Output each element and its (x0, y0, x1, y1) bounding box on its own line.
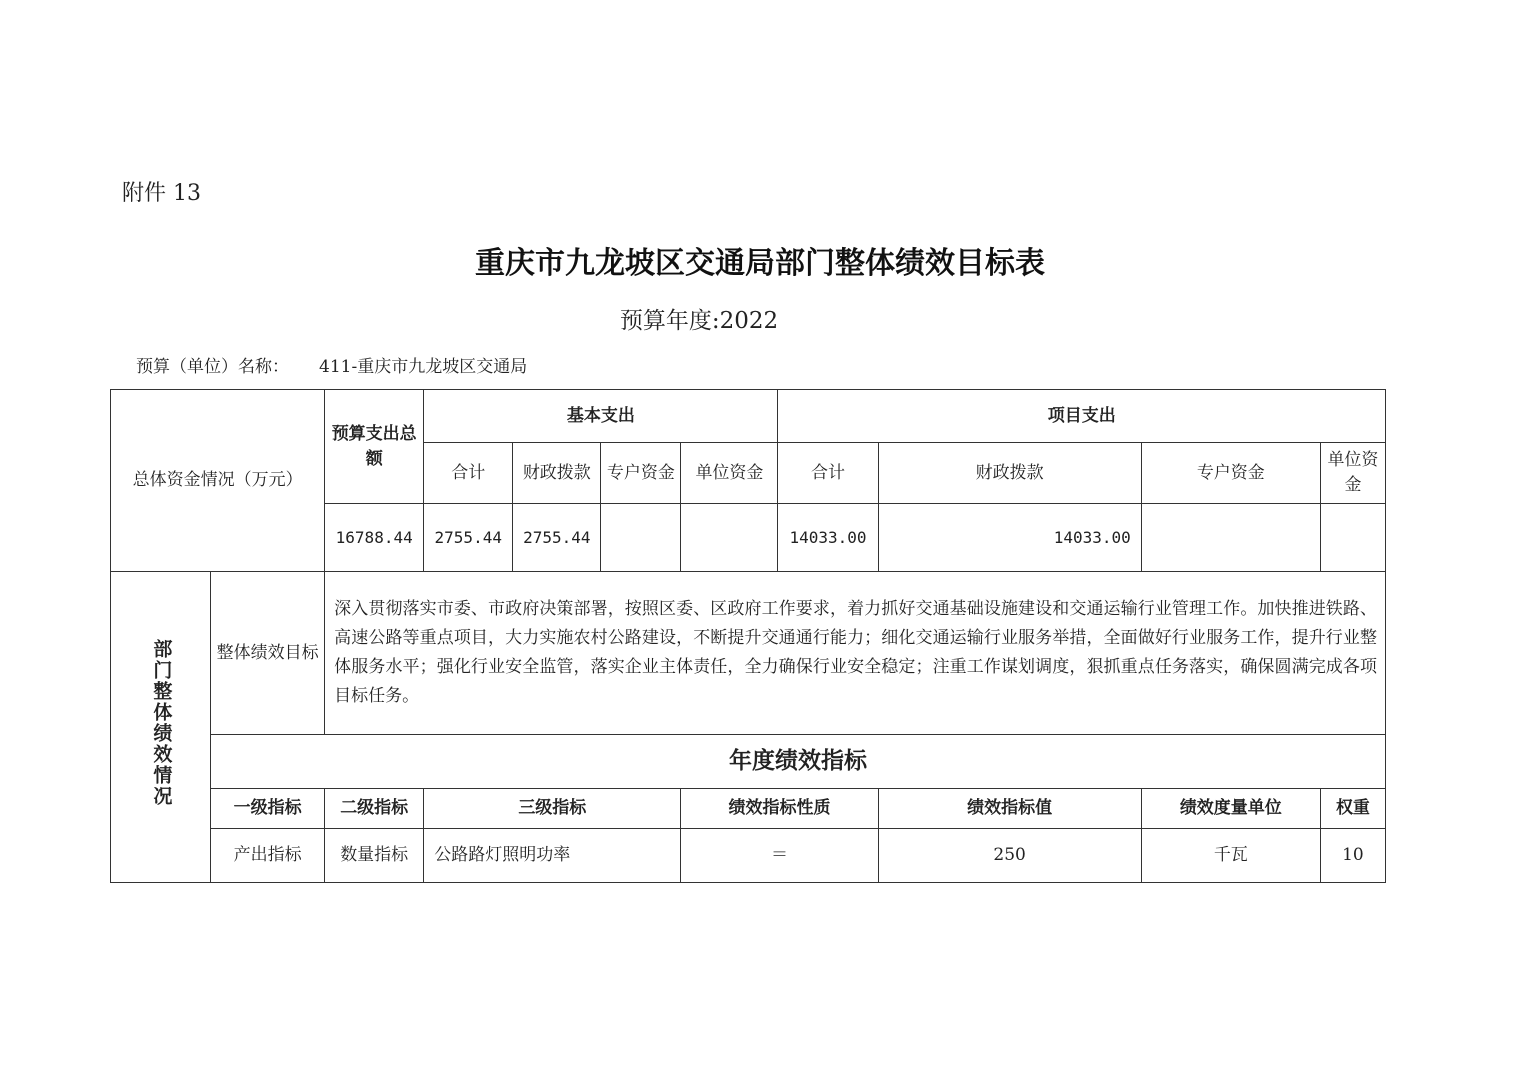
indicator-unit: 千瓦 (1141, 829, 1320, 883)
value-header: 绩效指标值 (878, 789, 1141, 829)
project-special-value (1141, 504, 1320, 572)
indicator-title: 年度绩效指标 (211, 735, 1386, 789)
unit-header: 绩效度量单位 (1141, 789, 1320, 829)
basic-total-value: 2755.44 (424, 504, 513, 572)
project-fiscal-value: 14033.00 (878, 504, 1141, 572)
attachment-label: 附件 13 (122, 181, 201, 206)
project-total-value: 14033.00 (778, 504, 878, 572)
indicator-value: 250 (878, 829, 1141, 883)
basic-fiscal-header: 财政拨款 (513, 443, 601, 504)
indicator-level3: 公路路灯照明功率 (424, 829, 681, 883)
basic-total-header: 合计 (424, 443, 513, 504)
weight-header: 权重 (1320, 789, 1385, 829)
funds-row-label: 总体资金情况（万元） (111, 390, 325, 572)
indicator-level1: 产出指标 (211, 829, 325, 883)
budget-year: 预算年度:2022 (619, 308, 779, 334)
performance-table (110, 389, 1386, 883)
basic-special-value (601, 504, 681, 572)
level3-header: 三级指标 (424, 789, 681, 829)
total-value: 16788.44 (325, 504, 424, 572)
project-total-header: 合计 (778, 443, 878, 504)
project-unit-header: 单位资金 (1320, 443, 1385, 504)
table-row (111, 829, 1386, 883)
project-fiscal-header: 财政拨款 (878, 443, 1141, 504)
performance-section-text: 部门整体绩效情况 (150, 639, 173, 808)
level2-header: 二级指标 (325, 789, 424, 829)
indicator-level2: 数量指标 (325, 829, 424, 883)
goal-text: 深入贯彻落实市委、市政府决策部署，按照区委、区政府工作要求，着力抓好交通基础设施建设和交通运输行业管理工作。加快推进铁路、高速公路等重点项目，大力实施农村公路建设，不断提升交通通行能力；细化交通运输行业服务举措，全面做好行业服务工作，提升行业整体服务水平；强化行业安全监管，落实企业主体责任，全力确保行业安全稳定；注重工作谋划调度，狠抓重点任务落实，确保圆满完成各项目标任务。 (325, 572, 1386, 735)
basic-special-header: 专户资金 (601, 443, 681, 504)
performance-section-label (111, 572, 211, 883)
unit-name-label: 预算（单位）名称： (136, 357, 289, 377)
nature-header: 绩效指标性质 (681, 789, 878, 829)
basic-fiscal-value: 2755.44 (513, 504, 601, 572)
project-unit-value (1320, 504, 1385, 572)
basic-unit-header: 单位资金 (681, 443, 778, 504)
basic-header: 基本支出 (424, 390, 778, 443)
basic-unit-value (681, 504, 778, 572)
indicator-weight: 10 (1320, 829, 1385, 883)
unit-name-row (136, 352, 527, 377)
goal-label: 整体绩效目标 (211, 572, 325, 735)
page-title: 重庆市九龙坡区交通局部门整体绩效目标表 (475, 246, 1045, 281)
level1-header: 一级指标 (211, 789, 325, 829)
project-header: 项目支出 (778, 390, 1386, 443)
indicator-nature: ＝ (681, 829, 878, 883)
total-header: 预算支出总额 (325, 390, 424, 504)
unit-name-value: 411-重庆市九龙坡区交通局 (319, 357, 528, 377)
project-special-header: 专户资金 (1141, 443, 1320, 504)
